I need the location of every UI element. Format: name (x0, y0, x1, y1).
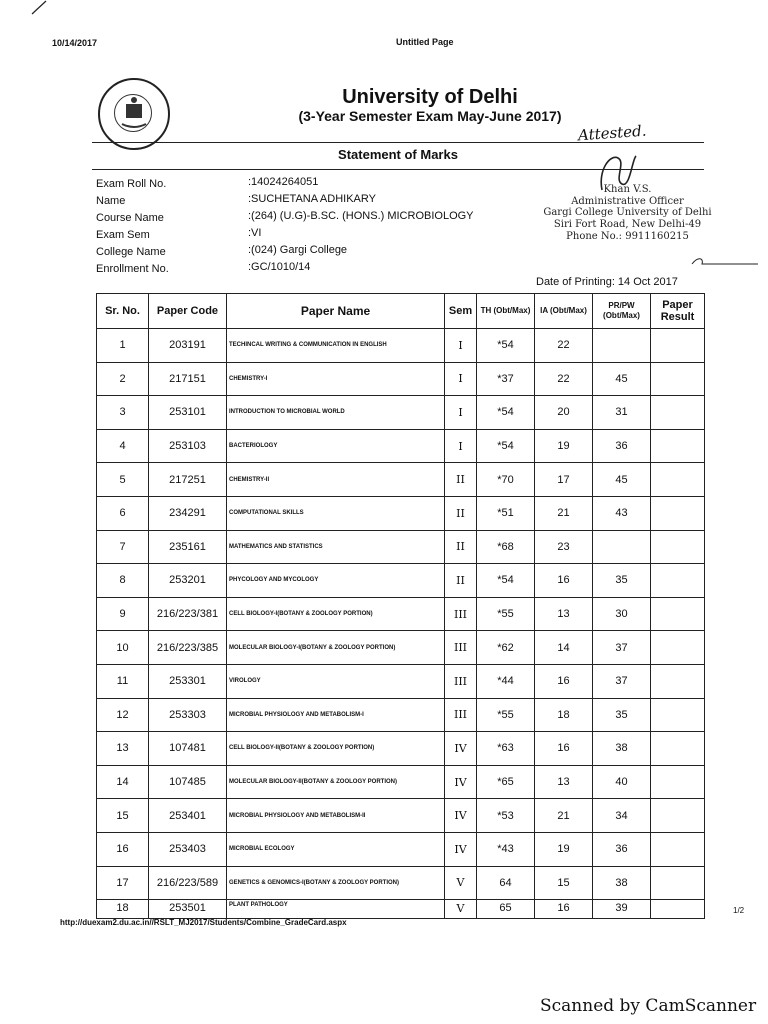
cell-sem: III (445, 597, 477, 631)
university-seal-logo (98, 78, 170, 150)
cell-ia: 21 (535, 799, 593, 833)
cell-pr: 34 (593, 799, 651, 833)
cell-code: 253201 (149, 564, 227, 598)
cell-sr: 15 (97, 799, 149, 833)
info-label: College Name (96, 246, 166, 258)
cell-name: CELL BIOLOGY-II(BOTANY & ZOOLOGY PORTION) (227, 732, 445, 766)
cell-name: GENETICS & GENOMICS-I(BOTANY & ZOOLOGY PORTION) (227, 866, 445, 900)
cell-sr: 10 (97, 631, 149, 665)
cell-ia: 16 (535, 664, 593, 698)
cell-result (651, 597, 705, 631)
cell-sem: IV (445, 799, 477, 833)
cell-th: 65 (477, 900, 535, 919)
cell-sem: V (445, 900, 477, 919)
cell-ia: 15 (535, 866, 593, 900)
cell-name: BACTERIOLOGY (227, 429, 445, 463)
cell-code: 217151 (149, 362, 227, 396)
cell-name: CELL BIOLOGY-I(BOTANY & ZOOLOGY PORTION) (227, 597, 445, 631)
cell-sem: III (445, 664, 477, 698)
cell-ia: 20 (535, 396, 593, 430)
cell-name: VIROLOGY (227, 664, 445, 698)
info-value: :(264) (U.G)-B.SC. (HONS.) MICROBIOLOGY (248, 210, 474, 222)
info-label: Exam Sem (96, 229, 150, 241)
cell-result (651, 429, 705, 463)
cell-ia: 13 (535, 765, 593, 799)
cell-code: 253301 (149, 664, 227, 698)
page-number: 1/2 (733, 906, 745, 915)
cell-sr: 12 (97, 698, 149, 732)
pen-mark (30, 0, 50, 16)
cell-ia: 17 (535, 463, 593, 497)
cell-pr: 45 (593, 362, 651, 396)
table-row (97, 362, 705, 396)
cell-sr: 17 (97, 866, 149, 900)
header-th: TH (Obt/Max) (477, 294, 535, 329)
cell-sem: I (445, 329, 477, 363)
cell-sem: III (445, 631, 477, 665)
cell-name: PHYCOLOGY AND MYCOLOGY (227, 564, 445, 598)
pen-stroke (690, 252, 760, 270)
cell-ia: 16 (535, 564, 593, 598)
info-value: :GC/1010/14 (248, 261, 311, 273)
cell-pr (593, 329, 651, 363)
cell-code: 235161 (149, 530, 227, 564)
header-pr: PR/PW (Obt/Max) (593, 294, 651, 329)
handwritten-attested: Attested. (577, 121, 648, 145)
cell-code: 203191 (149, 329, 227, 363)
cell-result (651, 832, 705, 866)
cell-ia: 19 (535, 832, 593, 866)
cell-sr: 16 (97, 832, 149, 866)
cell-result (651, 530, 705, 564)
cell-pr (593, 530, 651, 564)
cell-ia: 22 (535, 362, 593, 396)
cell-name: PLANT PATHOLOGY (227, 900, 445, 919)
cell-th: *51 (477, 496, 535, 530)
cell-code: 253103 (149, 429, 227, 463)
cell-sem: I (445, 396, 477, 430)
table-row (97, 429, 705, 463)
cell-result (651, 564, 705, 598)
cell-pr: 30 (593, 597, 651, 631)
cell-name: CHEMISTRY-II (227, 463, 445, 497)
exam-title: (3-Year Semester Exam May-June 2017) (298, 108, 562, 124)
cell-result (651, 698, 705, 732)
cell-sem: II (445, 463, 477, 497)
info-value: :14024264051 (248, 176, 319, 188)
cell-sr: 5 (97, 463, 149, 497)
cell-sem: IV (445, 732, 477, 766)
cell-name: MOLECULAR BIOLOGY-I(BOTANY & ZOOLOGY PORTION) (227, 631, 445, 665)
cell-result (651, 765, 705, 799)
cell-ia: 18 (535, 698, 593, 732)
cell-name: COMPUTATIONAL SKILLS (227, 496, 445, 530)
cell-pr: 31 (593, 396, 651, 430)
cell-pr: 35 (593, 564, 651, 598)
cell-sr: 3 (97, 396, 149, 430)
cell-sem: III (445, 698, 477, 732)
cell-th: *55 (477, 597, 535, 631)
cell-result (651, 900, 705, 919)
info-label: Course Name (96, 212, 164, 224)
table-row (97, 900, 705, 919)
cell-pr: 35 (593, 698, 651, 732)
scanner-watermark: Scanned by CamScanner (540, 996, 757, 1016)
table-row (97, 496, 705, 530)
cell-ia: 16 (535, 900, 593, 919)
cell-sr: 6 (97, 496, 149, 530)
table-row (97, 463, 705, 497)
header-sem: Sem (445, 294, 477, 329)
cell-th: *54 (477, 429, 535, 463)
cell-pr: 40 (593, 765, 651, 799)
cell-th: *55 (477, 698, 535, 732)
table-row (97, 664, 705, 698)
cell-ia: 14 (535, 631, 593, 665)
info-label: Name (96, 195, 126, 207)
cell-code: 216/223/385 (149, 631, 227, 665)
cell-pr: 37 (593, 631, 651, 665)
cell-result (651, 496, 705, 530)
cell-th: *54 (477, 329, 535, 363)
cell-sem: I (445, 429, 477, 463)
marks-table (96, 293, 705, 919)
cell-result (651, 463, 705, 497)
cell-sr: 13 (97, 732, 149, 766)
cell-pr: 37 (593, 664, 651, 698)
stamp-name: Khan V.S. (603, 184, 652, 195)
cell-pr: 39 (593, 900, 651, 919)
info-label: Exam Roll No. (96, 178, 167, 190)
cell-th: *70 (477, 463, 535, 497)
cell-th: *68 (477, 530, 535, 564)
university-name: University of Delhi (342, 86, 518, 108)
cell-sem: V (445, 866, 477, 900)
cell-pr: 38 (593, 866, 651, 900)
table-header-row (97, 294, 705, 329)
cell-ia: 13 (535, 597, 593, 631)
header-code: Paper Code (149, 294, 227, 329)
cell-name: MICROBIAL PHYSIOLOGY AND METABOLISM-I (227, 698, 445, 732)
cell-code: 253303 (149, 698, 227, 732)
cell-result (651, 396, 705, 430)
cell-th: *54 (477, 564, 535, 598)
statement-title: Statement of Marks (338, 147, 458, 162)
cell-pr: 36 (593, 832, 651, 866)
cell-th: 64 (477, 866, 535, 900)
cell-sr: 7 (97, 530, 149, 564)
cell-code: 253401 (149, 799, 227, 833)
cell-name: CHEMISTRY-I (227, 362, 445, 396)
cell-code: 253101 (149, 396, 227, 430)
table-row (97, 396, 705, 430)
cell-sr: 14 (97, 765, 149, 799)
table-row (97, 832, 705, 866)
cell-ia: 16 (535, 732, 593, 766)
cell-code: 253403 (149, 832, 227, 866)
cell-code: 107485 (149, 765, 227, 799)
table-row (97, 866, 705, 900)
info-value: :(024) Gargi College (248, 244, 348, 256)
cell-result (651, 664, 705, 698)
info-label: Enrollment No. (96, 263, 169, 275)
table-row (97, 329, 705, 363)
cell-ia: 21 (535, 496, 593, 530)
table-row (97, 732, 705, 766)
cell-sem: IV (445, 832, 477, 866)
cell-code: 217251 (149, 463, 227, 497)
cell-name: TECHINCAL WRITING & COMMUNICATION IN ENGLISH (227, 329, 445, 363)
cell-ia: 23 (535, 530, 593, 564)
table-row (97, 765, 705, 799)
header-ia: IA (Obt/Max) (535, 294, 593, 329)
cell-sem: II (445, 530, 477, 564)
cell-sem: IV (445, 765, 477, 799)
cell-code: 216/223/381 (149, 597, 227, 631)
cell-pr: 43 (593, 496, 651, 530)
stamp-line: Phone No.: 9911160215 (566, 231, 689, 242)
cell-th: *65 (477, 765, 535, 799)
table-row (97, 530, 705, 564)
cell-sr: 8 (97, 564, 149, 598)
cell-ia: 19 (535, 429, 593, 463)
table-row (97, 597, 705, 631)
info-value: :SUCHETANA ADHIKARY (248, 193, 376, 205)
page-url: http://duexam2.du.ac.in//RSLT_MJ2017/Students/Combine_GradeCard.aspx (60, 918, 347, 927)
stamp-line: Siri Fort Road, New Delhi-49 (553, 219, 702, 230)
cell-th: *54 (477, 396, 535, 430)
cell-th: *43 (477, 832, 535, 866)
info-value: :VI (248, 227, 262, 239)
cell-th: *62 (477, 631, 535, 665)
cell-code: 107481 (149, 732, 227, 766)
cell-th: *37 (477, 362, 535, 396)
table-row (97, 698, 705, 732)
cell-sr: 4 (97, 429, 149, 463)
cell-sem: I (445, 362, 477, 396)
header-result: Paper Result (651, 294, 705, 329)
cell-result (651, 866, 705, 900)
cell-code: 216/223/589 (149, 866, 227, 900)
cell-result (651, 732, 705, 766)
header-name: Paper Name (227, 294, 445, 329)
cell-th: *63 (477, 732, 535, 766)
cell-sr: 9 (97, 597, 149, 631)
cell-code: 234291 (149, 496, 227, 530)
browser-page-title: Untitled Page (396, 37, 454, 47)
cell-sem: II (445, 564, 477, 598)
cell-pr: 45 (593, 463, 651, 497)
cell-result (651, 631, 705, 665)
cell-th: *53 (477, 799, 535, 833)
table-row (97, 631, 705, 665)
cell-sr: 18 (97, 900, 149, 919)
cell-pr: 38 (593, 732, 651, 766)
cell-name: MATHEMATICS AND STATISTICS (227, 530, 445, 564)
table-row (97, 564, 705, 598)
stamp-line: Gargi College University of Delhi (543, 207, 712, 218)
cell-sr: 2 (97, 362, 149, 396)
cell-result (651, 799, 705, 833)
cell-name: MICROBIAL PHYSIOLOGY AND METABOLISM-II (227, 799, 445, 833)
stamp-line: Administrative Officer (571, 196, 684, 207)
cell-result (651, 362, 705, 396)
table-row (97, 799, 705, 833)
print-date: 10/14/2017 (52, 38, 98, 48)
cell-name: INTRODUCTION TO MICROBIAL WORLD (227, 396, 445, 430)
cell-th: *44 (477, 664, 535, 698)
cell-pr: 36 (593, 429, 651, 463)
cell-code: 253501 (149, 900, 227, 919)
cell-sr: 1 (97, 329, 149, 363)
cell-result (651, 329, 705, 363)
cell-sem: II (445, 496, 477, 530)
date-of-printing: Date of Printing: 14 Oct 2017 (536, 276, 678, 288)
header-sr: Sr. No. (97, 294, 149, 329)
cell-name: MICROBIAL ECOLOGY (227, 832, 445, 866)
cell-sr: 11 (97, 664, 149, 698)
cell-ia: 22 (535, 329, 593, 363)
cell-name: MOLECULAR BIOLOGY-II(BOTANY & ZOOLOGY PORTION) (227, 765, 445, 799)
